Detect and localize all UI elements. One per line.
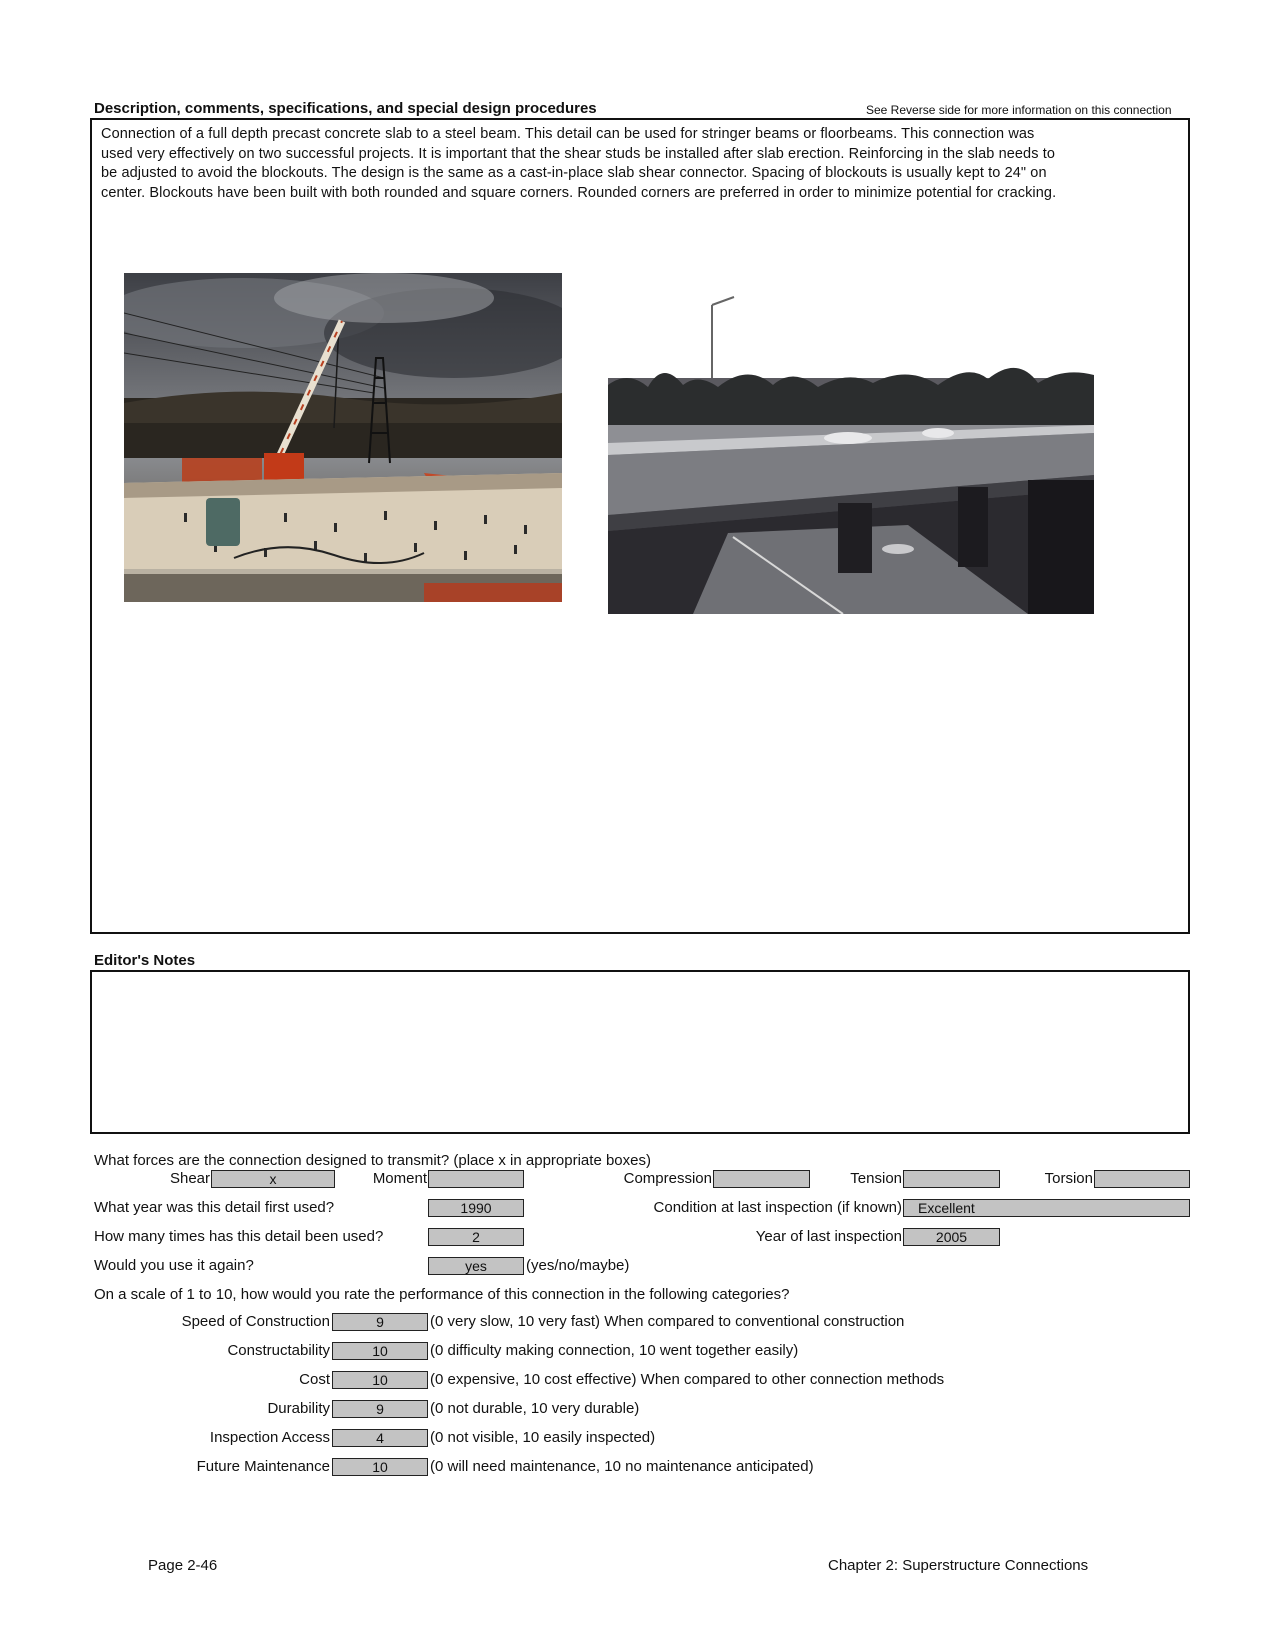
rating-field[interactable]: 10 (332, 1458, 428, 1476)
use-again-hint: (yes/no/maybe) (526, 1257, 630, 1274)
description-line: Connection of a full depth precast concrete slab to a steel beam. This detail can be used for stringer beams or floorbeams. This connection was (101, 126, 1035, 142)
rating-scale: (0 expensive, 10 cost effective) When compared to other connection methods (430, 1371, 945, 1388)
description-text (101, 125, 1181, 203)
tension-label: Tension (850, 1170, 902, 1187)
description-line: center. Blockouts have been built with both rounded and square corners. Rounded corners are preferred in order to minimize potential for cracking. (101, 184, 1057, 201)
moment-label: Moment (372, 1170, 427, 1187)
page-number: Page 2-46 (148, 1557, 218, 1574)
construction-photo (124, 273, 562, 602)
rating-field[interactable]: 10 (332, 1371, 428, 1389)
rating-field[interactable]: 9 (332, 1400, 428, 1418)
rating-label: Future Maintenance (196, 1458, 330, 1475)
description-line: used very effectively on two successful projects. It is important that the shear studs be installed after slab erection. Reinforcing in the slab needs to (101, 145, 1055, 162)
shear-label: Shear (169, 1170, 210, 1187)
rating-scale: (0 very slow, 10 very fast) When compared to conventional construction (430, 1313, 905, 1330)
description-heading: Description, comments, specifications, and special design procedures (94, 100, 597, 117)
bridge-photo (608, 275, 1094, 614)
ratings-intro: On a scale of 1 to 10, how would you rate the performance of this connection in the following categories? (94, 1286, 790, 1303)
torsion-field[interactable] (1094, 1170, 1190, 1188)
rating-label: Durability (267, 1400, 330, 1417)
reverse-side-note: See Reverse side for more information on this connection (866, 103, 1172, 117)
shear-field[interactable]: x (211, 1170, 335, 1188)
editors-notes-heading: Editor's Notes (94, 952, 196, 969)
rating-label: Cost (299, 1371, 330, 1388)
editors-notes-box[interactable] (90, 970, 1190, 1134)
rating-scale: (0 difficulty making connection, 10 went together easily) (430, 1342, 799, 1359)
compression-label: Compression (623, 1170, 712, 1187)
year-inspection-label: Year of last inspection (755, 1228, 902, 1245)
forces-question: What forces are the connection designed to transmit? (place x in appropriate boxes) (94, 1152, 651, 1169)
tension-field[interactable] (903, 1170, 1000, 1188)
times-used-field[interactable]: 2 (428, 1228, 524, 1246)
rating-field[interactable]: 10 (332, 1342, 428, 1360)
condition-field[interactable]: Excellent (903, 1199, 1190, 1217)
first-used-question: What year was this detail first used? (94, 1199, 335, 1216)
rating-label: Speed of Construction (181, 1313, 330, 1330)
description-box (90, 118, 1190, 934)
compression-field[interactable] (713, 1170, 810, 1188)
rating-field[interactable]: 9 (332, 1313, 428, 1331)
use-again-question: Would you use it again? (94, 1257, 254, 1274)
year-inspection-field[interactable]: 2005 (903, 1228, 1000, 1246)
rating-label: Inspection Access (209, 1429, 330, 1446)
moment-field[interactable] (428, 1170, 524, 1188)
rating-label: Constructability (227, 1342, 330, 1359)
times-used-question: How many times has this detail been used? (94, 1228, 384, 1245)
description-line: be adjusted to avoid the blockouts. The design is the same as a cast-in-place slab shear connector. Spacing of blockouts is usually kept to 24" on (101, 165, 1047, 181)
rating-scale: (0 will need maintenance, 10 no maintenance anticipated) (430, 1458, 814, 1475)
use-again-field[interactable]: yes (428, 1257, 524, 1275)
rating-scale: (0 not durable, 10 very durable) (430, 1400, 640, 1417)
chapter-title: Chapter 2: Superstructure Connections (828, 1557, 1089, 1574)
first-used-field[interactable]: 1990 (428, 1199, 524, 1217)
condition-label: Condition at last inspection (if known) (653, 1199, 902, 1216)
rating-scale: (0 not visible, 10 easily inspected) (430, 1429, 656, 1446)
torsion-label: Torsion (1044, 1170, 1093, 1187)
rating-field[interactable]: 4 (332, 1429, 428, 1447)
